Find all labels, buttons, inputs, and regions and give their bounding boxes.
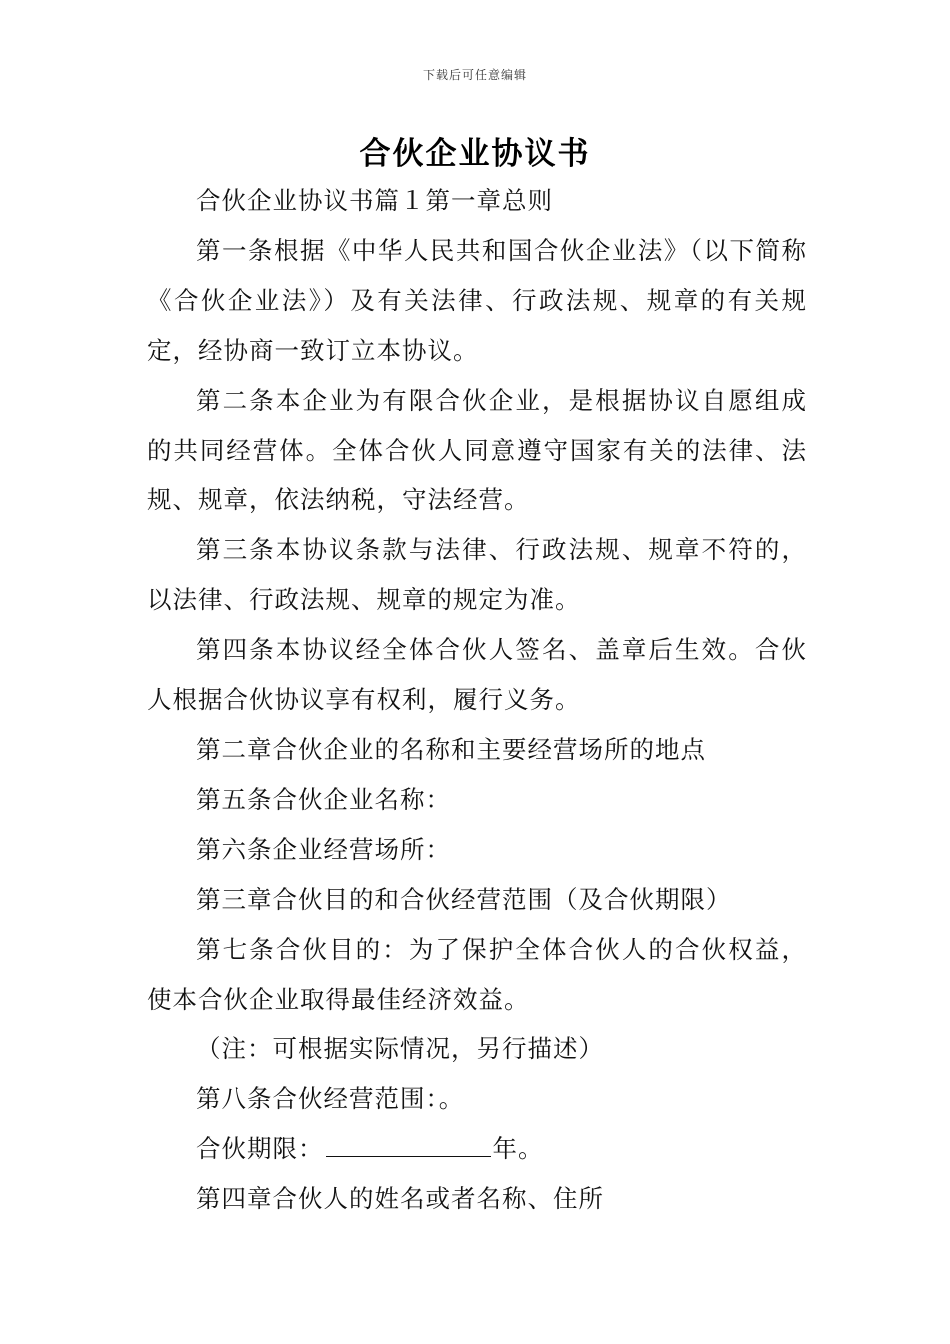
paragraph-article-7: 第七条合伙目的：为了保护全体合伙人的合伙权益，使本合伙企业取得最佳经济效益。: [147, 934, 807, 1014]
paragraph-chapter-4: 第四章合伙人的姓名或者名称、住所: [196, 1184, 604, 1214]
term-suffix: 年。: [492, 1134, 544, 1164]
paragraph-intro: 合伙企业协议书篇１第一章总则: [196, 186, 553, 215]
paragraph-chapter-2: 第二章合伙企业的名称和主要经营场所的地点: [196, 734, 706, 764]
paragraph-article-5: 第五条合伙企业名称：: [196, 784, 451, 814]
paragraph-article-1: 第一条根据《中华人民共和国合伙企业法》（以下简称《合伙企业法》）及有关法律、行政法规、规章的有关规定，经协商一致订立本协议。: [147, 235, 807, 365]
paragraph-article-8: 第八条合伙经营范围：。: [196, 1084, 465, 1114]
paragraph-article-6: 第六条企业经营场所：: [196, 834, 451, 864]
paragraph-article-3: 第三条本协议条款与法律、行政法规、规章不符的，以法律、行政法规、规章的规定为准。: [147, 535, 807, 615]
document-title: 合伙企业协议书: [359, 136, 591, 172]
paragraph-article-4: 第四条本协议经全体合伙人签名、盖章后生效。合伙人根据合伙协议享有权利，履行义务。: [147, 635, 807, 715]
paragraph-chapter-3: 第三章合伙目的和合伙经营范围（及合伙期限）: [196, 884, 732, 914]
header-note: 下载后可任意编辑: [422, 68, 527, 82]
paragraph-note: （注：可根据实际情况，另行描述）: [196, 1034, 604, 1064]
document-body: [147, 176, 807, 1224]
term-blank-line: [326, 1134, 491, 1157]
paragraph-term: [147, 1124, 807, 1174]
paragraph-article-2: 第二条本企业为有限合伙企业，是根据协议自愿组成的共同经营体。全体合伙人同意遵守国家有关的法律、法规、规章，依法纳税，守法经营。: [147, 385, 807, 515]
term-label: 合伙期限：: [196, 1134, 324, 1164]
